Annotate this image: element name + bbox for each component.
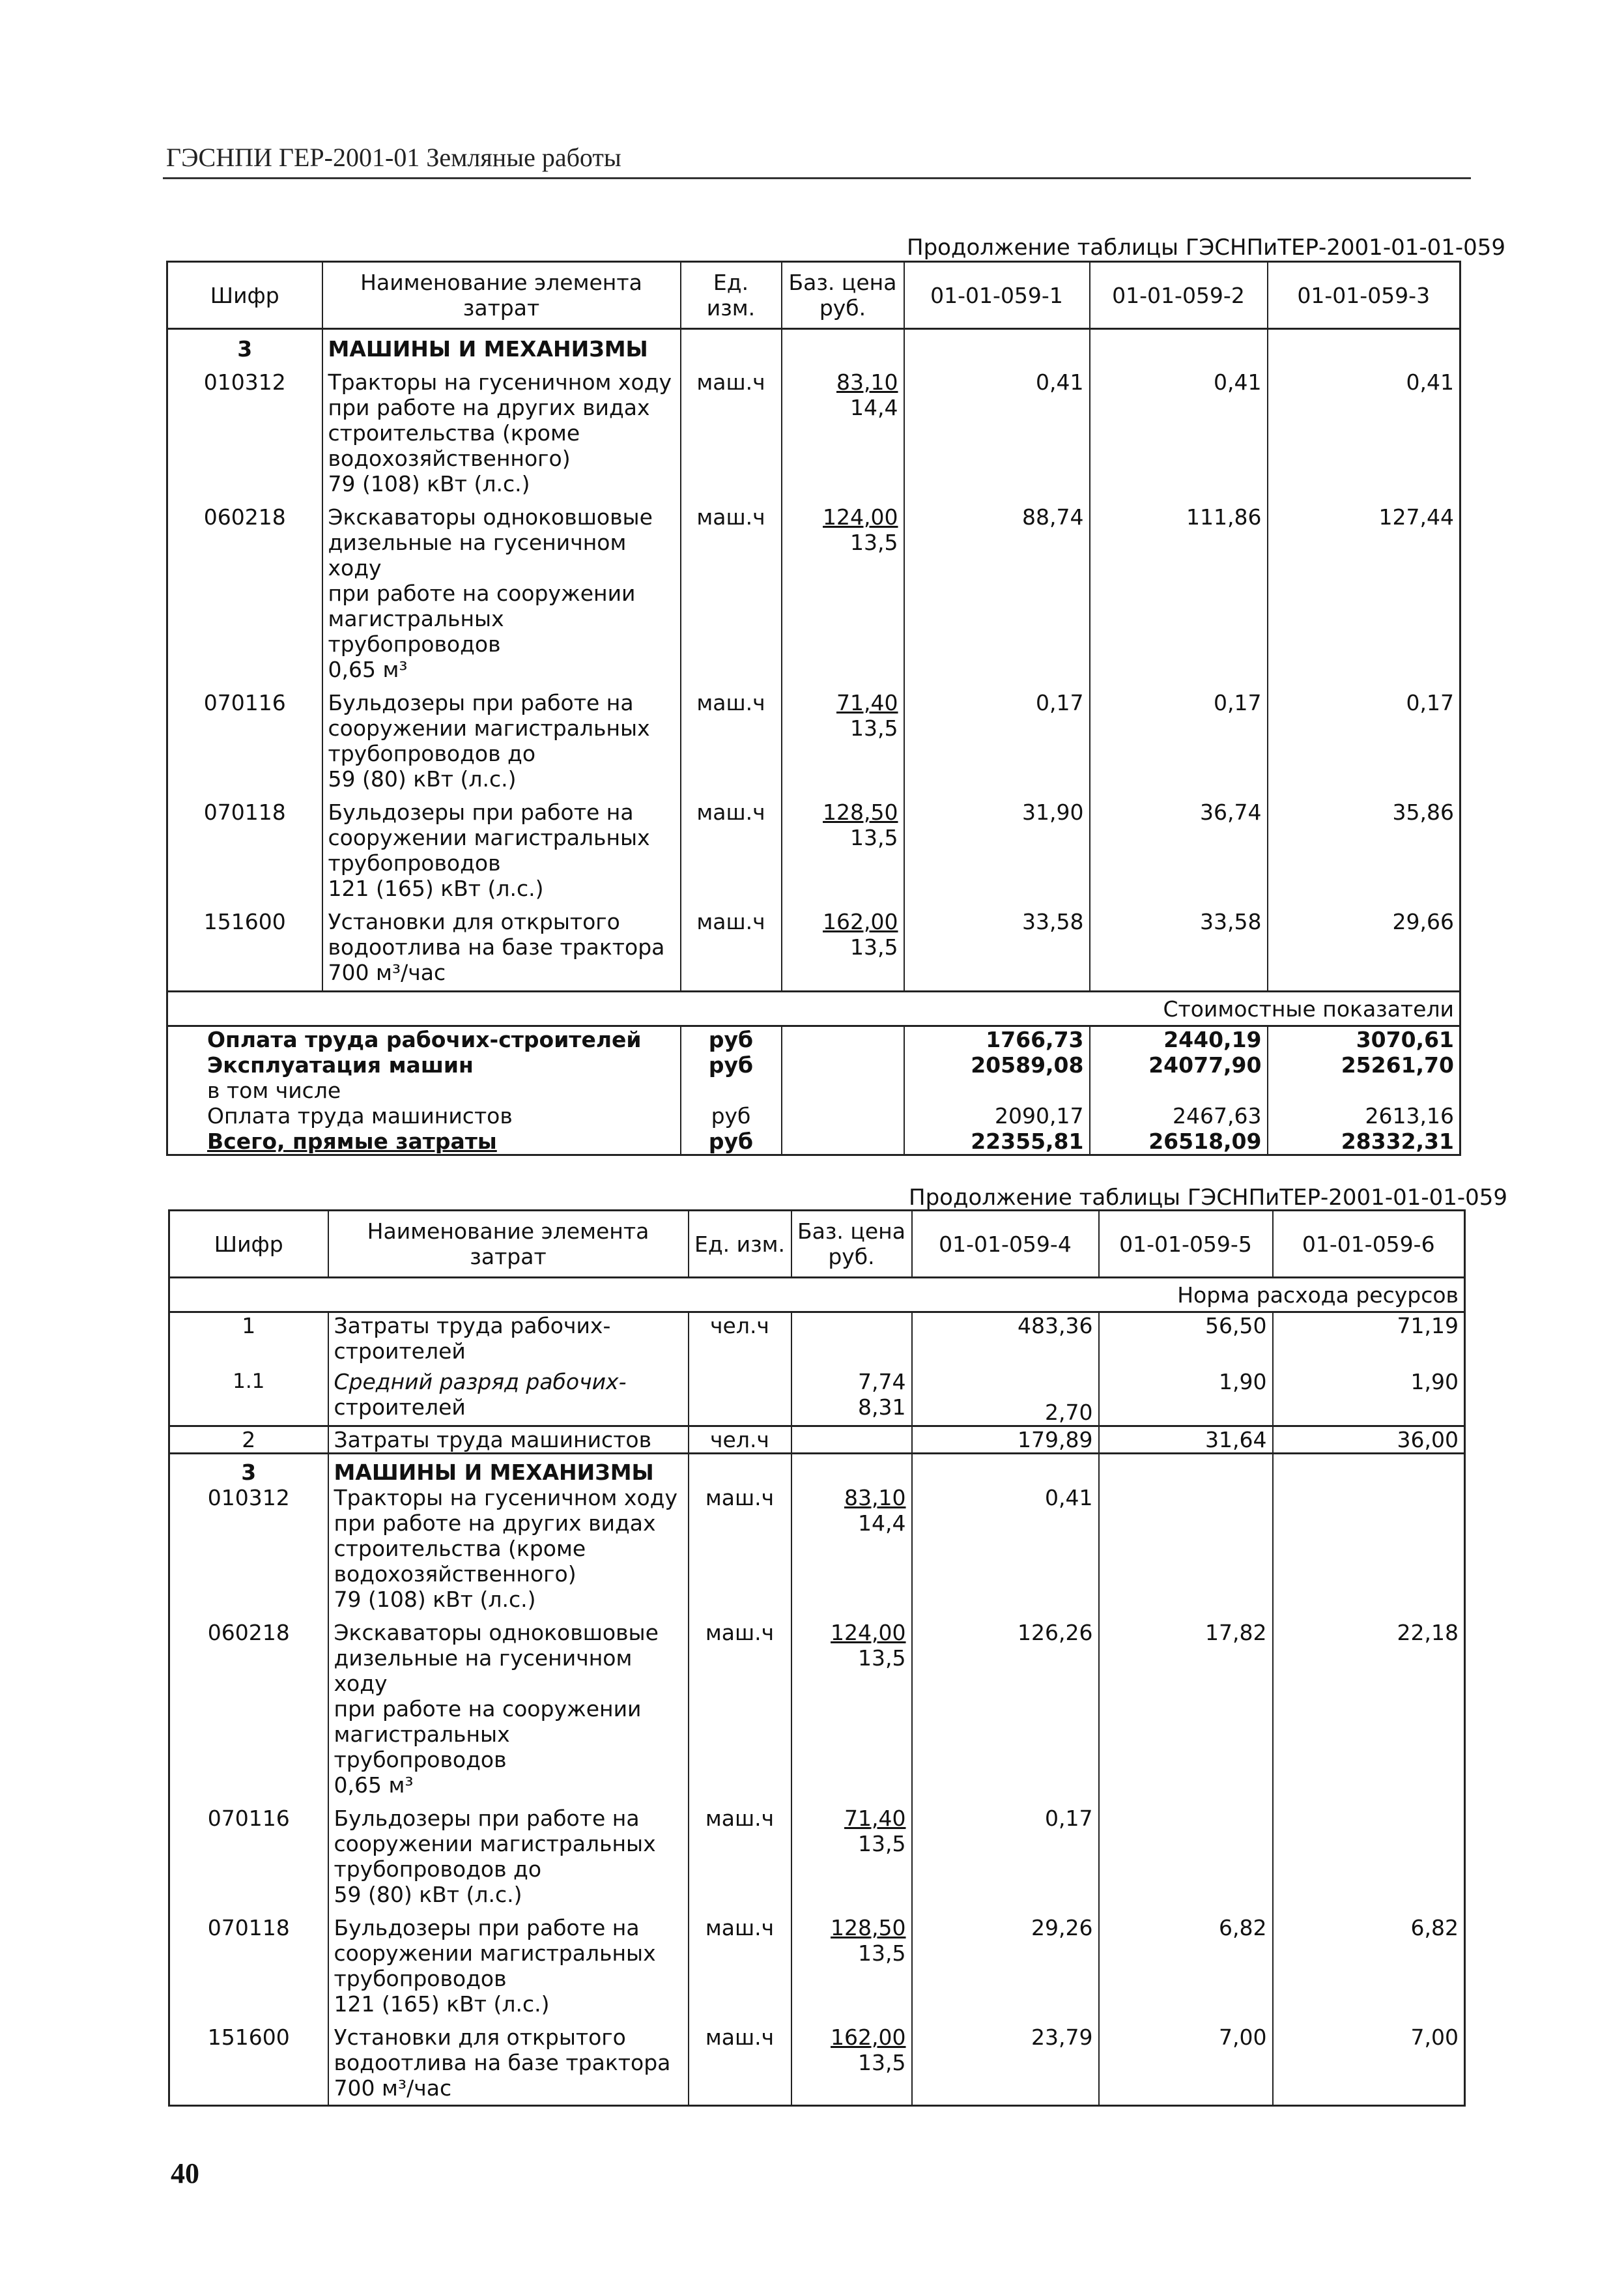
resource-name: Средний разряд рабочих- строителей xyxy=(328,1369,689,1426)
norm-value-2: 36,74 xyxy=(1090,800,1268,909)
norm-value-5 xyxy=(1099,1806,1273,1915)
band-row xyxy=(169,1278,1465,1312)
norm-value-6: 6,82 xyxy=(1273,1915,1465,2024)
table-row xyxy=(169,1806,1465,1915)
norm-value-6: 1,90 xyxy=(1273,1369,1465,1426)
norm-value-1: 33,58 xyxy=(904,909,1090,992)
resource-name: Затраты труда машинистов xyxy=(328,1426,689,1454)
resource-code: 151600 xyxy=(203,909,286,934)
resource-unit: маш.ч xyxy=(681,504,782,690)
norm-value-5: 7,00 xyxy=(1099,2024,1273,2106)
cost-row xyxy=(167,1052,1460,1078)
resource-code: 070118 xyxy=(203,800,286,825)
norm-value-4: 483,36 xyxy=(912,1312,1099,1370)
resource-name: Затраты труда рабочих- строителей xyxy=(328,1312,689,1370)
cost-value-2: 24077,90 xyxy=(1090,1052,1268,1078)
section-title: МАШИНЫ И МЕХАНИЗМЫ xyxy=(322,329,681,362)
table-row xyxy=(167,504,1460,690)
resource-unit: чел.ч xyxy=(689,1426,791,1454)
resource-price: 71,40 13,5 xyxy=(782,690,904,800)
resource-unit: маш.ч xyxy=(689,1620,791,1806)
cost-band-label: Стоимостные показатели xyxy=(167,992,1460,1026)
resource-name: Установки для открытого водоотлива на базе трактора 700 м³/час xyxy=(328,2024,689,2106)
resource-name: Экскаваторы одноковшовые дизельные на гусеничном ходу при работе на сооружении магистральных трубопроводов 0,65 м³ xyxy=(328,1620,689,1806)
header-rule xyxy=(163,177,1471,179)
col-header-norm-5: 01-01-059-5 xyxy=(1099,1211,1273,1278)
cost-value-1: 2090,17 xyxy=(904,1103,1090,1129)
cost-value-1: 1766,73 xyxy=(904,1026,1090,1053)
resource-unit: маш.ч xyxy=(681,362,782,504)
table-row xyxy=(169,1915,1465,2024)
norm-value-4: 0,41 xyxy=(912,1485,1099,1620)
col-header-norm-4: 01-01-059-4 xyxy=(912,1211,1099,1278)
resource-price: 128,50 13,5 xyxy=(791,1915,912,2024)
norm-value-3: 0,17 xyxy=(1268,690,1460,800)
resource-code: 2 xyxy=(169,1426,328,1454)
resource-price: 83,10 14,4 xyxy=(782,362,904,504)
resource-code: 070116 xyxy=(207,1806,290,1831)
resource-price: 124,00 13,5 xyxy=(791,1620,912,1806)
norm-value-4: 179,89 xyxy=(912,1426,1099,1454)
norm-value-6 xyxy=(1273,1806,1465,1915)
col-header-norm-3: 01-01-059-3 xyxy=(1268,262,1460,329)
resource-code: 010312 xyxy=(203,369,286,395)
cost-value-3: 28332,31 xyxy=(1268,1129,1460,1155)
cost-row xyxy=(167,1103,1460,1129)
resource-name: Бульдозеры при работе на сооружении магистральных трубопроводов до 59 (80) кВт (л.с.) xyxy=(322,690,681,800)
resource-table-1 xyxy=(166,261,1461,1156)
resource-unit: маш.ч xyxy=(681,909,782,992)
section-title: МАШИНЫ И МЕХАНИЗМЫ xyxy=(328,1454,689,1486)
section-code: 3 xyxy=(169,1454,328,1486)
col-header-norm-2: 01-01-059-2 xyxy=(1090,262,1268,329)
cost-value-3: 2613,16 xyxy=(1268,1103,1460,1129)
norm-value-1: 31,90 xyxy=(904,800,1090,909)
cost-label: Оплата труда машинистов xyxy=(207,1103,513,1129)
norm-value-6 xyxy=(1273,1485,1465,1620)
cost-value-2: 2440,19 xyxy=(1090,1026,1268,1053)
norm-value-5 xyxy=(1099,1485,1273,1620)
norm-value-3: 0,41 xyxy=(1268,362,1460,504)
resource-price: 7,74 8,31 xyxy=(791,1369,912,1426)
resource-unit: маш.ч xyxy=(681,690,782,800)
cost-label: Всего, прямые затраты xyxy=(207,1129,497,1154)
col-header-norm-6: 01-01-059-6 xyxy=(1273,1211,1465,1278)
col-header-code: Шифр xyxy=(167,262,322,329)
cost-value-1: 20589,08 xyxy=(904,1052,1090,1078)
resource-code: 070118 xyxy=(207,1915,290,1940)
resource-name: Бульдозеры при работе на сооружении магистральных трубопроводов 121 (165) кВт (л.с.) xyxy=(328,1915,689,2024)
cost-row xyxy=(167,1078,1460,1103)
table-row xyxy=(169,1485,1465,1620)
cost-value-1: 22355,81 xyxy=(904,1129,1090,1155)
cost-label: Эксплуатация машин xyxy=(207,1052,474,1078)
cost-row xyxy=(167,1026,1460,1053)
labor-row xyxy=(169,1426,1465,1454)
resource-name: Установки для открытого водоотлива на базе трактора 700 м³/час xyxy=(322,909,681,992)
table-row xyxy=(169,1620,1465,1806)
norm-value-6: 71,19 xyxy=(1273,1312,1465,1370)
running-header: ГЭСНПИ ГЕР-2001-01 Земляные работы xyxy=(166,143,621,172)
resource-name: Тракторы на гусеничном ходу при работе на других видах строительства (кроме водохозяйственного) 79 (108) кВт (л.с.) xyxy=(322,362,681,504)
band-row xyxy=(167,992,1460,1026)
resource-price: 162,00 13,5 xyxy=(791,2024,912,2106)
cost-label: в том числе xyxy=(207,1078,341,1103)
resource-code: 1.1 xyxy=(233,1370,265,1393)
col-header-norm-1: 01-01-059-1 xyxy=(904,262,1090,329)
resource-price: 162,00 13,5 xyxy=(782,909,904,992)
table-row xyxy=(167,800,1460,909)
cost-value-3: 25261,70 xyxy=(1268,1052,1460,1078)
col-header-name: Наименование элемента затрат xyxy=(322,262,681,329)
norm-value-2: 0,41 xyxy=(1090,362,1268,504)
col-header-name: Наименование элемента затрат xyxy=(328,1211,689,1278)
section-row xyxy=(167,329,1460,362)
col-header-price: Баз. цена руб. xyxy=(791,1211,912,1278)
cost-value-3: 3070,61 xyxy=(1268,1026,1460,1053)
resource-code: 151600 xyxy=(207,2024,290,2050)
table-row xyxy=(167,690,1460,800)
norm-value-1: 0,17 xyxy=(904,690,1090,800)
norm-band-label: Норма расхода ресурсов xyxy=(169,1278,1465,1312)
norm-value-6: 7,00 xyxy=(1273,2024,1465,2106)
norm-value-5: 17,82 xyxy=(1099,1620,1273,1806)
resource-price: 128,50 13,5 xyxy=(782,800,904,909)
cost-label: Оплата труда рабочих-строителей xyxy=(207,1027,642,1052)
norm-value-5: 1,90 xyxy=(1099,1369,1273,1426)
resource-name: Бульдозеры при работе на сооружении магистральных трубопроводов 121 (165) кВт (л.с.) xyxy=(322,800,681,909)
norm-value-1: 88,74 xyxy=(904,504,1090,690)
norm-value-3: 127,44 xyxy=(1268,504,1460,690)
col-header-unit: Ед. изм. xyxy=(681,262,782,329)
norm-value-2: 33,58 xyxy=(1090,909,1268,992)
resource-name: Бульдозеры при работе на сооружении магистральных трубопроводов до 59 (80) кВт (л.с.) xyxy=(328,1806,689,1915)
norm-value-4: 29,26 xyxy=(912,1915,1099,2024)
norm-value-2: 0,17 xyxy=(1090,690,1268,800)
resource-unit: маш.ч xyxy=(681,800,782,909)
table-row xyxy=(167,362,1460,504)
section-row xyxy=(169,1454,1465,1486)
table-2-header-row xyxy=(169,1211,1465,1278)
resource-price: 124,00 13,5 xyxy=(782,504,904,690)
resource-name: Экскаваторы одноковшовые дизельные на гусеничном ходу при работе на сооружении магистральных трубопроводов 0,65 м³ xyxy=(322,504,681,690)
col-header-code: Шифр xyxy=(169,1211,328,1278)
table-2-caption: Продолжение таблицы ГЭСНПиТЕР-2001-01-01-059 xyxy=(909,1185,1508,1211)
resource-unit: маш.ч xyxy=(689,1485,791,1620)
table-row xyxy=(169,2024,1465,2106)
norm-value-4: 2,70 xyxy=(912,1369,1099,1426)
resource-code: 060218 xyxy=(207,1620,290,1645)
norm-value-2: 111,86 xyxy=(1090,504,1268,690)
resource-unit: маш.ч xyxy=(689,2024,791,2106)
norm-value-6: 36,00 xyxy=(1273,1426,1465,1454)
norm-value-4: 126,26 xyxy=(912,1620,1099,1806)
table-1-caption: Продолжение таблицы ГЭСНПиТЕР-2001-01-01-059 xyxy=(907,235,1506,261)
resource-name: Тракторы на гусеничном ходу при работе на других видах строительства (кроме водохозяйственного) 79 (108) кВт (л.с.) xyxy=(328,1485,689,1620)
cost-unit: руб xyxy=(681,1052,782,1078)
cost-row xyxy=(167,1129,1460,1155)
norm-value-1: 0,41 xyxy=(904,362,1090,504)
resource-code: 060218 xyxy=(203,504,286,530)
resource-price: 83,10 14,4 xyxy=(791,1485,912,1620)
norm-value-6: 22,18 xyxy=(1273,1620,1465,1806)
col-header-price: Баз. цена руб. xyxy=(782,262,904,329)
cost-value-2: 26518,09 xyxy=(1090,1129,1268,1155)
cost-unit: руб xyxy=(681,1129,782,1155)
norm-value-4: 0,17 xyxy=(912,1806,1099,1915)
norm-value-5: 6,82 xyxy=(1099,1915,1273,2024)
norm-value-4: 23,79 xyxy=(912,2024,1099,2106)
resource-unit: маш.ч xyxy=(689,1806,791,1915)
section-code: 3 xyxy=(237,336,253,362)
resource-unit: чел.ч xyxy=(689,1312,791,1370)
norm-value-3: 29,66 xyxy=(1268,909,1460,992)
resource-price: 71,40 13,5 xyxy=(791,1806,912,1915)
resource-code: 070116 xyxy=(203,690,286,715)
cost-unit: руб xyxy=(681,1103,782,1129)
labor-row xyxy=(169,1312,1465,1370)
norm-value-5: 31,64 xyxy=(1099,1426,1273,1454)
resource-unit: маш.ч xyxy=(689,1915,791,2024)
resource-code: 1 xyxy=(242,1313,256,1338)
cost-value-2: 2467,63 xyxy=(1090,1103,1268,1129)
labor-row xyxy=(169,1369,1465,1426)
cost-unit: руб xyxy=(681,1026,782,1053)
norm-value-3: 35,86 xyxy=(1268,800,1460,909)
table-1-header-row xyxy=(167,262,1460,329)
resource-code: 010312 xyxy=(207,1485,290,1510)
col-header-unit: Ед. изм. xyxy=(689,1211,791,1278)
norm-value-5: 56,50 xyxy=(1099,1312,1273,1370)
table-row xyxy=(167,909,1460,992)
page-number: 40 xyxy=(171,2157,199,2189)
resource-table-2 xyxy=(168,1209,1466,2107)
